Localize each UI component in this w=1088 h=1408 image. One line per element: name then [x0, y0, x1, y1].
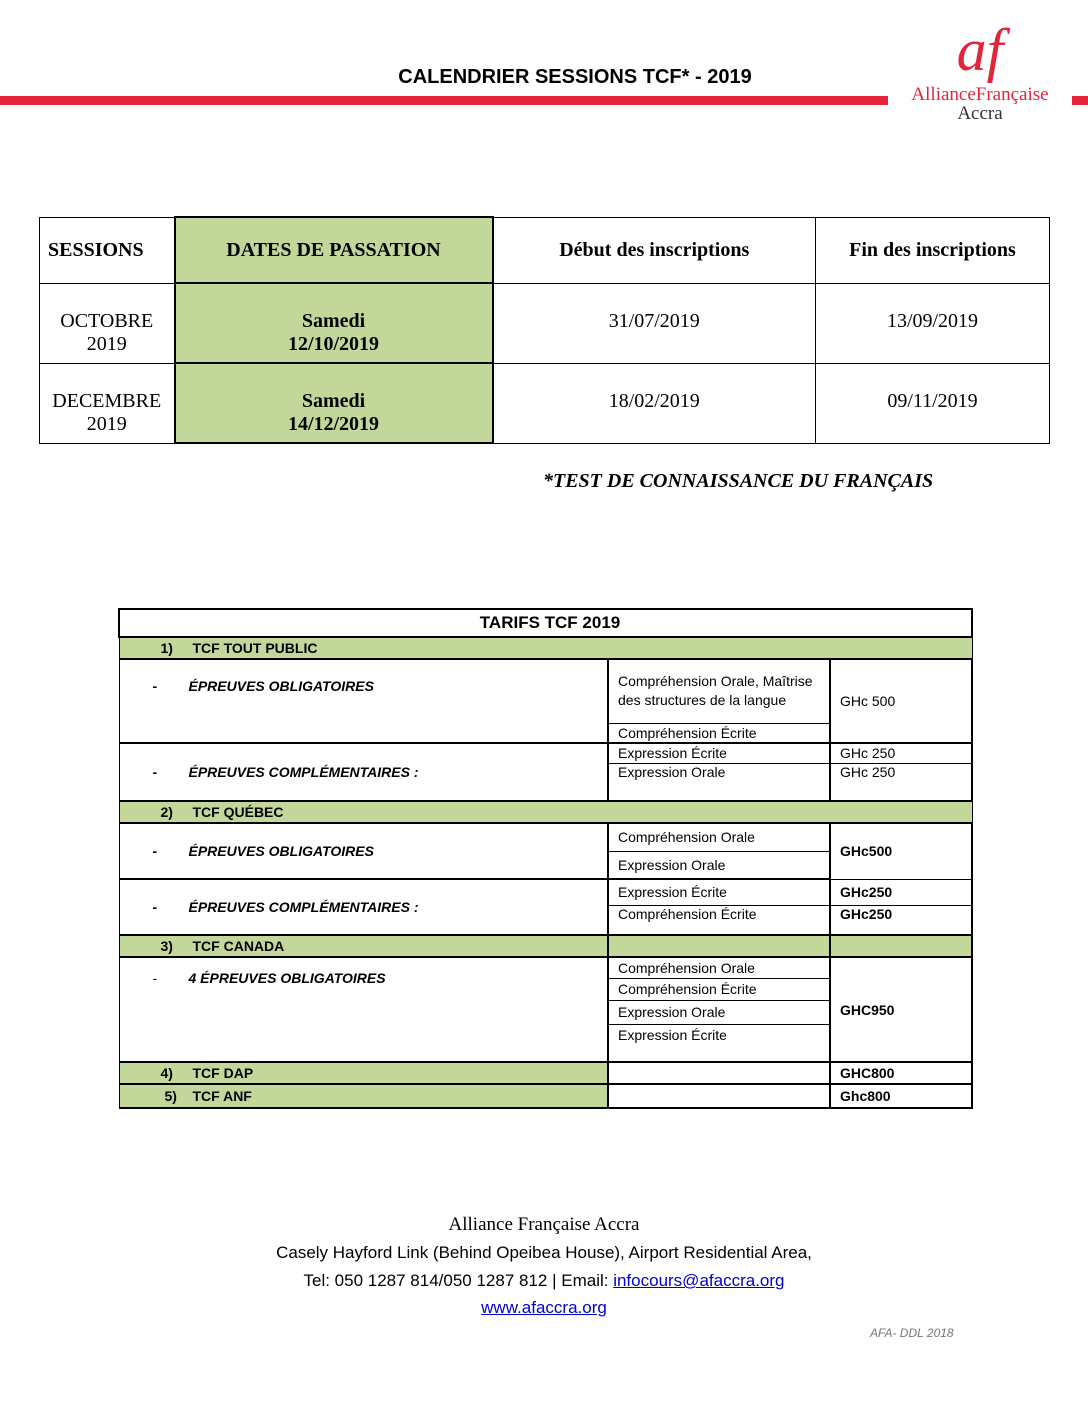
session-name: DECEMBRE — [52, 389, 162, 412]
epreuve-item: Compréhension Orale — [608, 957, 830, 978]
section-quebec: 2) TCF QUÉBEC — [119, 801, 972, 823]
exam-day: Samedi — [301, 390, 366, 412]
section-dap: 4) TCF DAP — [119, 1062, 608, 1084]
exam-date: 14/12/2019 — [287, 413, 380, 435]
date-cell — [175, 283, 493, 363]
logo-name: AllianceFrançaise — [911, 84, 1049, 105]
col-header-debut: Début des inscriptions — [493, 217, 816, 283]
section-canada: 3) TCF CANADA — [119, 935, 608, 957]
header-red-bar — [0, 96, 888, 105]
header-red-bar-right — [1072, 96, 1088, 105]
price-cell: Ghc800 — [830, 1084, 972, 1108]
epreuve-item: Expression Écrite — [608, 1024, 830, 1062]
epreuve-item: Expression Orale — [608, 851, 830, 879]
email-link[interactable]: infocours@afaccra.org — [613, 1271, 785, 1290]
date-cell — [175, 363, 493, 443]
alliance-francaise-logo — [895, 17, 1065, 130]
table-row — [40, 283, 1050, 363]
price-cell: GHc 500 — [830, 659, 972, 743]
col-header-fin: Fin des inscriptions — [816, 217, 1050, 283]
epreuve-item: Expression Écrite — [608, 743, 830, 763]
epreuves-label: - ÉPREUVES OBLIGATOIRES — [119, 659, 608, 743]
end-cell: 13/09/2019 — [816, 283, 1050, 363]
col-header-dates: DATES DE PASSATION — [175, 217, 493, 283]
price-cell: GHc 250 — [830, 743, 972, 763]
footer-contact — [0, 1271, 1088, 1291]
section-anf: 5) TCF ANF — [119, 1084, 608, 1108]
epreuve-item: Compréhension Orale, Maîtrise des structures de la langue — [608, 659, 830, 723]
footer-org-name: Alliance Française Accra — [448, 1214, 640, 1235]
tarifs-table — [118, 608, 973, 1109]
table-row — [40, 363, 1050, 443]
section-tout-public: 1) TCF TOUT PUBLIC — [119, 637, 972, 659]
epreuve-item: Expression Orale — [608, 1000, 830, 1024]
epreuve-item: Compréhension Orale — [608, 823, 830, 851]
session-cell — [40, 283, 175, 363]
epreuve-item: Compréhension Écrite — [608, 723, 830, 743]
sessions-table — [39, 216, 1050, 444]
tarifs-title: TARIFS TCF 2019 — [119, 609, 972, 637]
logo-mark: af — [956, 17, 1004, 83]
col-header-sessions: SESSIONS — [40, 217, 175, 283]
epreuve-item: Expression Écrite — [608, 879, 830, 905]
start-cell: 31/07/2019 — [493, 283, 816, 363]
section-row — [119, 637, 972, 659]
website-link[interactable]: www.afaccra.org — [481, 1298, 607, 1317]
footer-tel: Tel: 050 1287 814/050 1287 812 | Email: — [303, 1271, 614, 1290]
footnote: *TEST DE CONNAISSANCE DU FRANÇAIS — [543, 470, 934, 492]
epreuves-label: - ÉPREUVES COMPLÉMENTAIRES : — [119, 743, 608, 801]
session-year: 2019 — [86, 332, 127, 355]
section-row — [119, 1084, 972, 1108]
session-cell — [40, 363, 175, 443]
epreuve-item: Compréhension Écrite — [608, 978, 830, 1000]
exam-day: Samedi — [301, 310, 366, 332]
epreuves-label: - ÉPREUVES OBLIGATOIRES — [119, 823, 608, 879]
sessions-header-row — [40, 217, 1050, 283]
epreuve-item: Compréhension Écrite — [608, 905, 830, 935]
end-cell: 09/11/2019 — [816, 363, 1050, 443]
price-cell: GHC950 — [830, 957, 972, 1062]
exam-date: 12/10/2019 — [287, 333, 380, 355]
price-cell: GHc500 — [830, 823, 972, 879]
document-reference: AFA- DDL 2018 — [870, 1326, 954, 1340]
page-title: CALENDRIER SESSIONS TCF* - 2019 — [398, 66, 752, 88]
epreuve-item: Expression Orale — [608, 763, 830, 801]
price-cell: GHC800 — [830, 1062, 972, 1084]
section-row — [119, 935, 972, 957]
footer-address: Casely Hayford Link (Behind Opeibea House), Airport Residential Area, — [276, 1243, 812, 1262]
session-year: 2019 — [86, 412, 127, 435]
epreuves-label: - 4 ÉPREUVES OBLIGATOIRES — [119, 957, 608, 1062]
price-cell: GHc250 — [830, 879, 972, 905]
section-row — [119, 1062, 972, 1084]
start-cell: 18/02/2019 — [493, 363, 816, 443]
price-cell: GHc250 — [830, 905, 972, 935]
section-row — [119, 801, 972, 823]
session-name: OCTOBRE — [60, 309, 154, 332]
price-cell: GHc 250 — [830, 763, 972, 801]
logo-city: Accra — [957, 103, 1003, 124]
footer-website — [0, 1298, 1088, 1318]
epreuves-label: - ÉPREUVES COMPLÉMENTAIRES : — [119, 879, 608, 935]
